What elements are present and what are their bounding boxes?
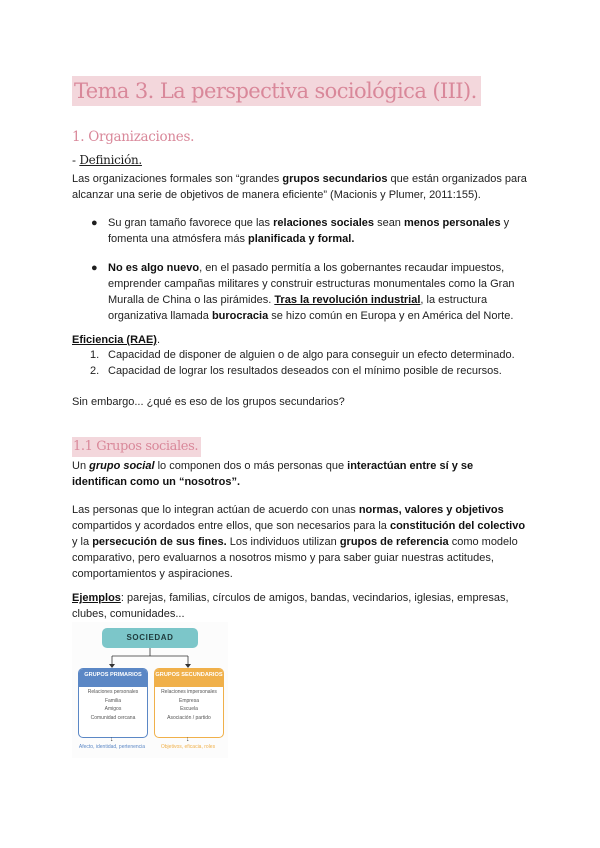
p2-bold-3: persecución de sus fines.	[92, 536, 227, 548]
definicion-heading	[72, 153, 142, 167]
intro-paragraph	[72, 171, 530, 203]
p2-bold-1: normas, valores y objetivos	[358, 504, 504, 516]
secondary-groups-title: GRUPOS SECUNDARIOS	[155, 669, 223, 687]
p2-bold-2: constitución del colectivo	[389, 520, 526, 532]
eficiencia-heading	[72, 332, 530, 348]
diagram-root-sociedad: SOCIEDAD	[102, 628, 198, 648]
down-arrow-icon: ↓	[110, 736, 114, 743]
bullet2-bold-2: Tras la revolución industrial	[274, 294, 421, 306]
primary-item-3: Amigos	[104, 706, 122, 713]
title-block	[72, 76, 481, 106]
primary-item-1: Relaciones personales	[87, 689, 139, 695]
secondary-item-4: Asociación / partido	[167, 714, 211, 721]
definicion-label: Definición.	[79, 153, 142, 167]
bullet2-bold-3: burocracia	[211, 310, 269, 322]
ejemplos-label: Ejemplos	[72, 592, 121, 604]
secondary-groups-box	[154, 668, 224, 738]
intro-text-2: que están organizados para alcanzar una serie de objetivos de manera eficiente” (Macionis y Plumer, 2011:155).	[72, 173, 527, 201]
p2-bold-4: grupos de referencia	[339, 536, 449, 548]
p1-bold-2: interactúan entre sí y se identifican como un “nosotros”.	[72, 460, 474, 488]
eficiencia-item-2: Capacidad de lograr los resultados deseados con el mínimo posible de recursos.	[108, 365, 502, 377]
secondary-item-1: Relaciones impersonales	[161, 689, 217, 695]
section-heading-grupos-block	[72, 437, 201, 457]
grupos-diagram	[72, 622, 228, 758]
p1-text-2: lo componen dos o más personas que	[154, 460, 348, 472]
section-heading-grupos: 1.1 Grupos sociales.	[72, 437, 201, 457]
list-number-1: 1.	[90, 349, 100, 361]
eficiencia-item-1: Capacidad de disponer de alguien o de algo para conseguir un efecto determinado.	[108, 349, 515, 361]
list-number-2: 2.	[90, 365, 100, 377]
eficiencia-dot: .	[156, 334, 161, 346]
p2-text-1: Las personas que lo integran actúan de acuerdo con unas	[72, 504, 359, 516]
definicion-dash: -	[72, 153, 80, 167]
primary-groups-title: GRUPOS PRIMARIOS	[79, 669, 147, 687]
p1-bold-1: grupo social	[89, 460, 155, 472]
bullet1-bold-3: planificada y formal.	[248, 233, 355, 245]
bullet1-text-2: sean	[374, 217, 404, 229]
bullet2-text-2: , la estructura organizativa llamada	[108, 294, 488, 322]
ejemplos-paragraph	[72, 590, 530, 622]
down-arrow-icon: ↓	[186, 736, 190, 743]
question-text: Sin embargo... ¿qué es eso de los grupos secundarios?	[72, 396, 345, 408]
p2-text-4: Los individuos utilizan	[226, 536, 340, 548]
bullet1-bold-1: relaciones sociales	[273, 217, 375, 229]
page-title: Tema 3. La perspectiva sociológica (III).	[72, 76, 481, 106]
intro-bold: grupos secundarios	[282, 173, 388, 185]
p2-text-3: y la	[72, 536, 93, 548]
bullet1-bold-2: menos personales	[403, 217, 501, 229]
ejemplos-text: : parejas, familias, círculos de amigos, bandas, vecindarios, iglesias, empresas, clubes, comunidades...	[72, 592, 509, 620]
secondary-item-2: Empresa	[178, 697, 199, 704]
intro-text-1: Las organizaciones formales son “grandes	[72, 173, 283, 185]
bullet2-text-1: , en el pasado permitía a los gobernantes recaudar impuestos, emprender campañas militares y construir estructuras monumentales como la Gran Muralla de China o las pirámides.	[108, 262, 515, 306]
bullet1-text-1: Su gran tamaño favorece que las	[108, 217, 274, 229]
bullet-text-1	[108, 215, 530, 247]
bullet-text-2	[108, 260, 530, 324]
eficiencia-label: Eficiencia (RAE)	[72, 334, 157, 346]
primary-caption: Afecto, identidad, pertenencia	[78, 744, 146, 750]
grupo-social-paragraph	[72, 458, 530, 490]
section-heading-organizaciones: 1. Organizaciones.	[72, 129, 195, 145]
p2-text-2: compartidos y acordados entre ellos, que son necesarios para la	[72, 520, 390, 532]
diagram-connectors	[72, 622, 228, 668]
bullet2-bold-1: No es algo nuevo	[108, 262, 200, 274]
bullet1-text-3: y fomenta una atmósfera más	[108, 217, 510, 245]
bullet2-text-3: se hizo común en Europa y en América del Norte.	[268, 310, 514, 322]
bullet-dot-1: ●	[91, 217, 98, 229]
bullet-dot-2: ●	[91, 262, 98, 274]
secondary-caption: Objetivos, eficacia, roles	[160, 744, 216, 750]
secondary-item-3: Escuela	[180, 706, 198, 713]
p2-text-5: como modelo comparativo, pero evaluarnos a nosotros mismo y para saber guiar nuestras actitudes, comportamientos y aspiraciones.	[72, 536, 518, 580]
primary-item-4: Comunidad cercana	[90, 714, 136, 721]
normas-paragraph	[72, 502, 530, 582]
primary-item-2: Familia	[104, 697, 122, 704]
primary-groups-box	[78, 668, 148, 738]
p1-text-1: Un	[72, 460, 90, 472]
